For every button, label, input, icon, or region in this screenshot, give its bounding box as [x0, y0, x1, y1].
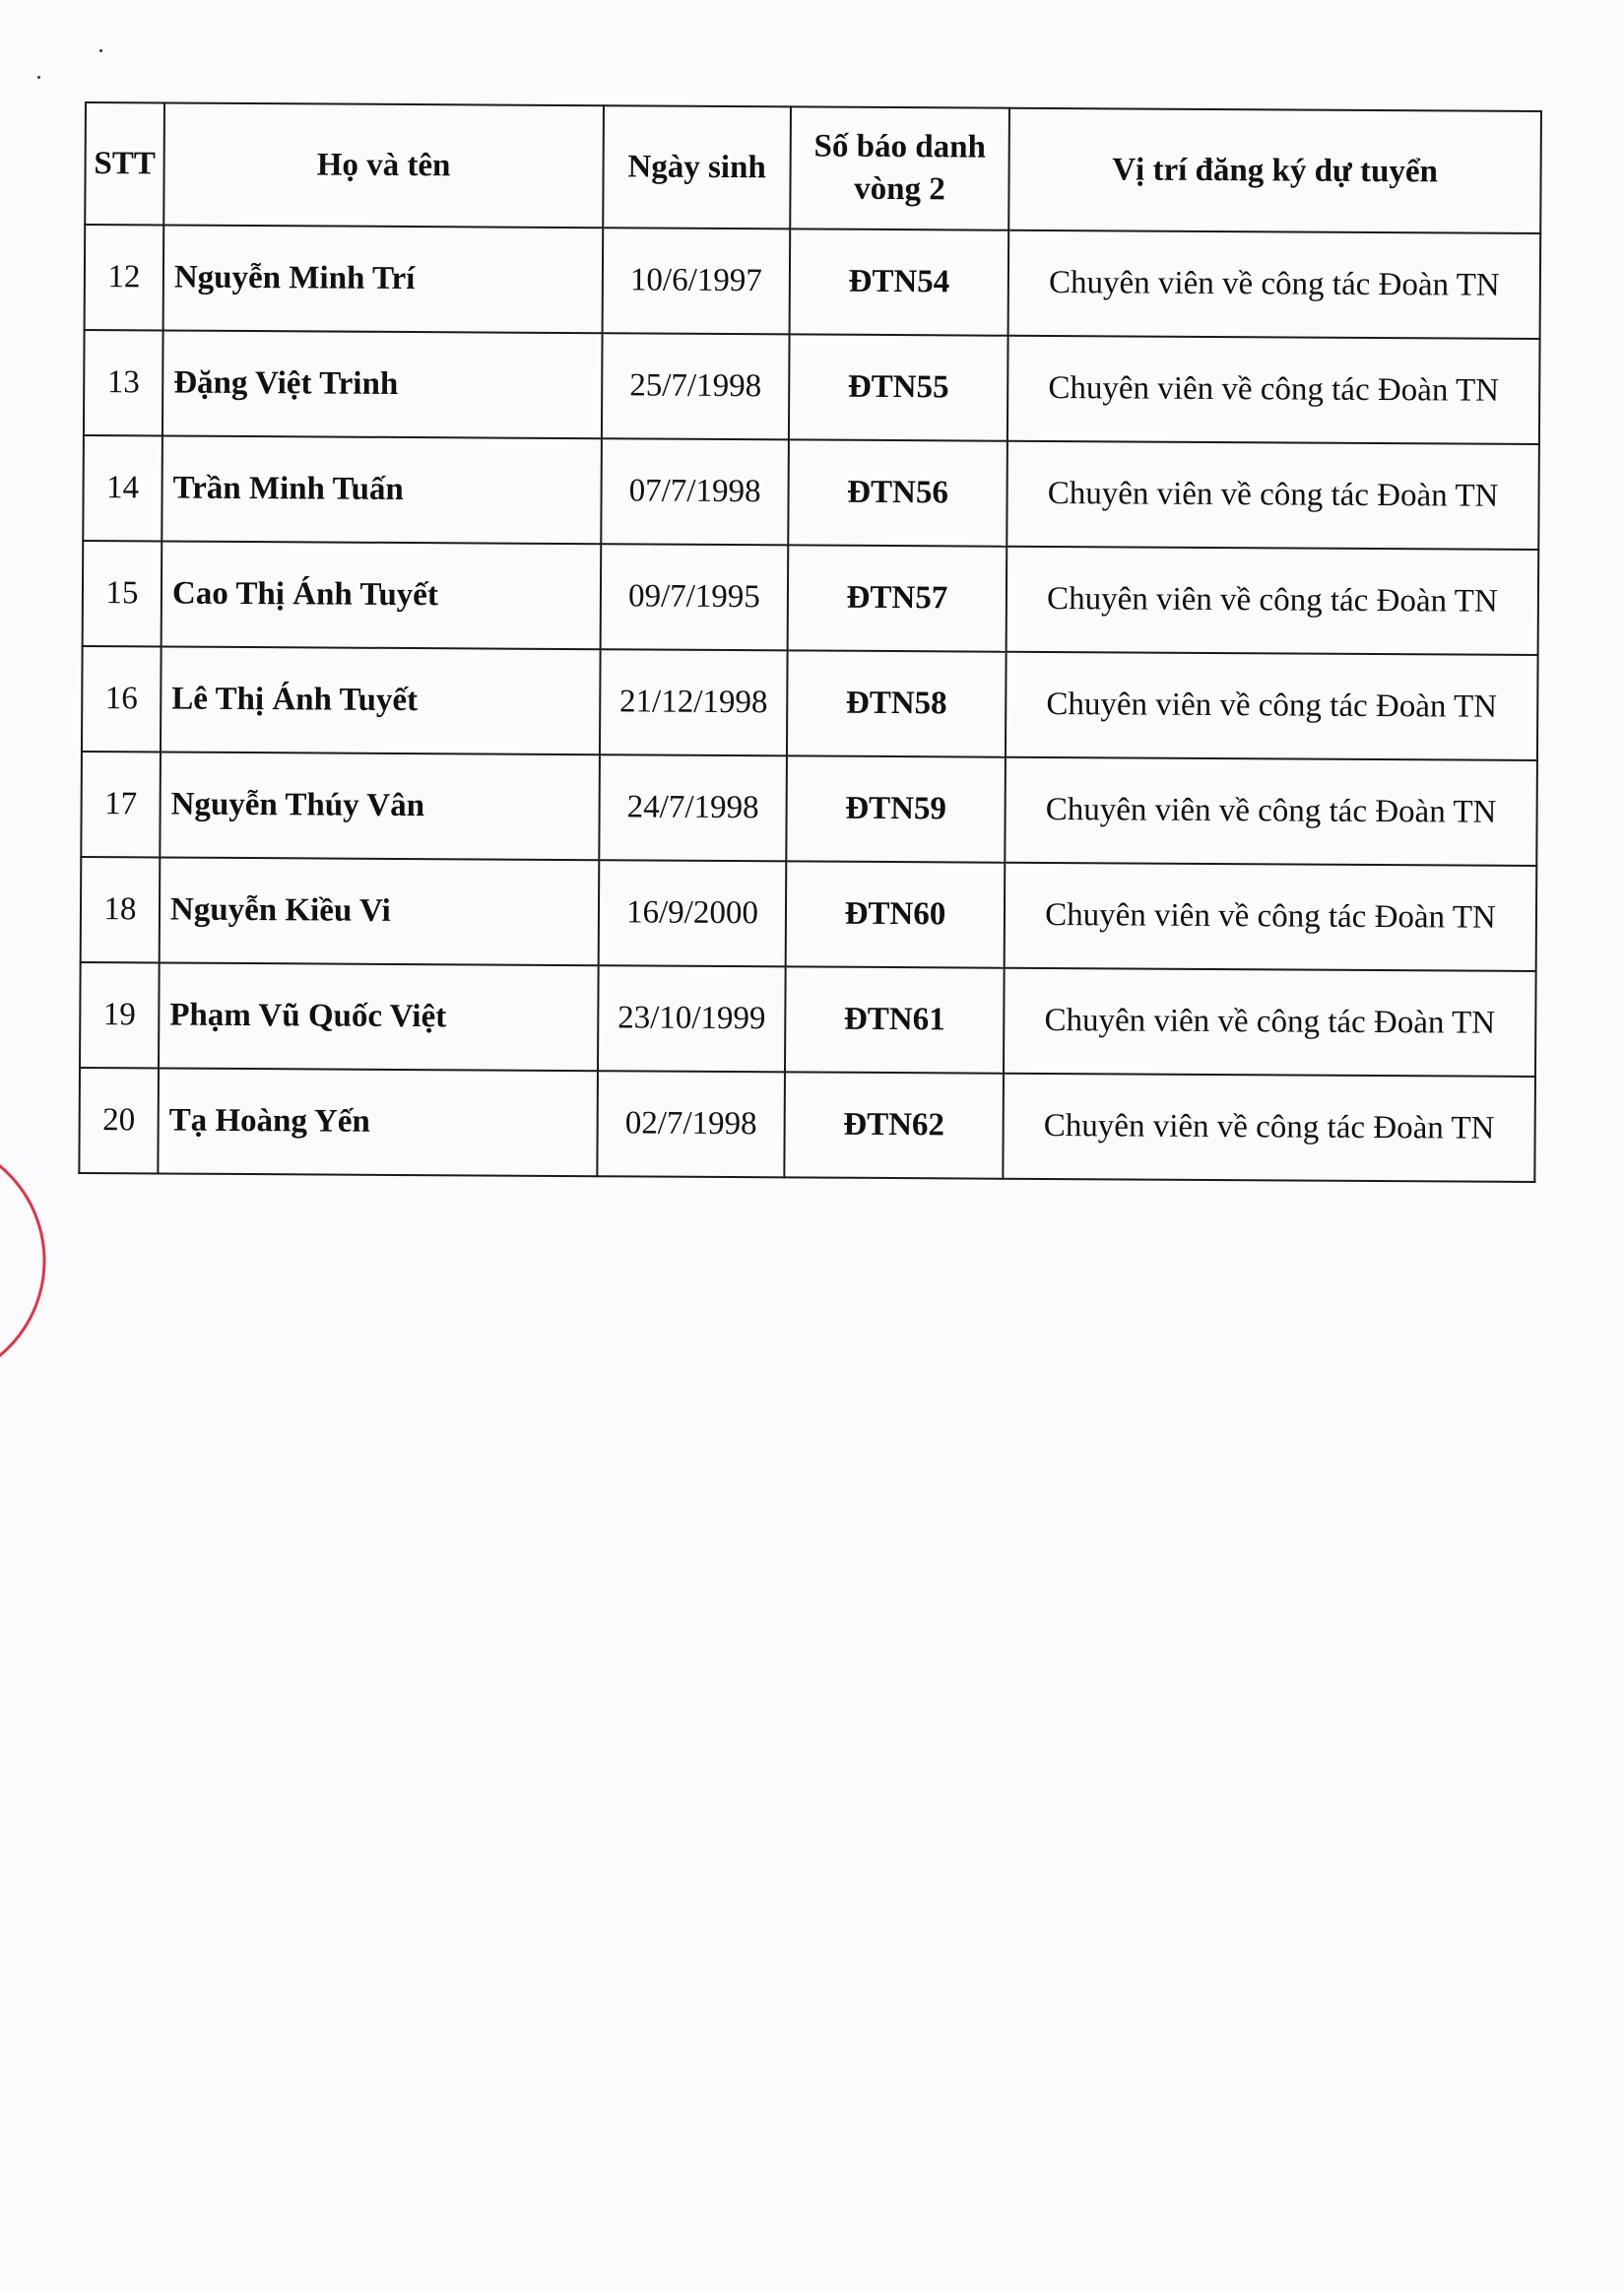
candidate-table: [78, 101, 1542, 1183]
header-dob: Ngày sinh: [603, 105, 791, 229]
table-header-row: [85, 102, 1541, 233]
header-position: Vị trí đăng ký dự tuyển: [1008, 108, 1541, 233]
cell-stt: 13: [84, 330, 163, 435]
cell-position: Chuyên viên về công tác Đoàn TN: [1005, 863, 1537, 971]
cell-stt: 14: [83, 435, 162, 541]
cell-position: Chuyên viên về công tác Đoàn TN: [1003, 1074, 1535, 1182]
table-row: [83, 541, 1539, 655]
cell-position: Chuyên viên về công tác Đoàn TN: [1004, 968, 1536, 1077]
cell-sbd: ĐTN61: [785, 966, 1005, 1073]
cell-stt: 16: [82, 646, 162, 752]
cell-name: Trần Minh Tuấn: [162, 435, 602, 544]
red-seal-stamp: [0, 1147, 79, 1374]
cell-stt: 15: [83, 541, 162, 646]
header-stt: STT: [85, 102, 164, 225]
cell-name: Nguyễn Kiều Vi: [160, 857, 600, 965]
cell-sbd: ĐTN60: [786, 861, 1006, 967]
cell-stt: 19: [80, 962, 160, 1068]
cell-name: Cao Thị Ánh Tuyết: [162, 541, 602, 649]
cell-position: Chuyên viên về công tác Đoàn TN: [1008, 230, 1541, 339]
cell-dob: 21/12/1998: [600, 649, 788, 755]
cell-dob: 24/7/1998: [599, 754, 787, 861]
table-row: [82, 646, 1538, 760]
candidate-list-sheet: [78, 101, 1540, 1183]
table-row: [81, 752, 1537, 866]
cell-dob: 10/6/1997: [603, 228, 791, 334]
cell-dob: 25/7/1998: [602, 333, 790, 439]
cell-dob: 23/10/1999: [598, 965, 786, 1072]
table-row: [83, 435, 1539, 550]
cell-dob: 09/7/1995: [601, 544, 789, 650]
scan-speck: [37, 76, 40, 79]
cell-sbd: ĐTN62: [784, 1072, 1004, 1178]
cell-position: Chuyên viên về công tác Đoàn TN: [1007, 547, 1539, 655]
cell-stt: 20: [79, 1068, 159, 1173]
cell-position: Chuyên viên về công tác Đoàn TN: [1005, 757, 1537, 866]
cell-sbd: ĐTN57: [788, 545, 1007, 651]
cell-name: Nguyễn Minh Trí: [163, 225, 604, 333]
cell-position: Chuyên viên về công tác Đoàn TN: [1007, 336, 1540, 444]
header-name: Họ và tên: [163, 102, 604, 228]
table-row: [84, 330, 1540, 444]
header-sbd: Số báo danh vòng 2: [790, 106, 1009, 229]
cell-name: Phạm Vũ Quốc Việt: [159, 962, 599, 1071]
cell-sbd: ĐTN55: [789, 334, 1008, 440]
cell-sbd: ĐTN54: [790, 229, 1009, 335]
cell-position: Chuyên viên về công tác Đoàn TN: [1007, 441, 1539, 550]
cell-stt: 12: [85, 225, 164, 330]
table-row: [79, 1068, 1535, 1182]
table-row: [81, 857, 1537, 971]
table-row: [80, 962, 1536, 1077]
cell-stt: 17: [81, 752, 161, 857]
cell-name: Đặng Việt Trinh: [162, 330, 603, 438]
cell-dob: 16/9/2000: [599, 860, 787, 966]
cell-sbd: ĐTN56: [788, 439, 1007, 546]
table-row: [85, 225, 1541, 339]
cell-name: Lê Thị Ánh Tuyết: [161, 646, 601, 754]
cell-dob: 07/7/1998: [601, 438, 789, 545]
cell-position: Chuyên viên về công tác Đoàn TN: [1006, 652, 1538, 760]
cell-stt: 18: [81, 857, 161, 962]
cell-sbd: ĐTN59: [786, 755, 1006, 862]
cell-name: Tạ Hoàng Yến: [158, 1068, 598, 1176]
scan-speck: [99, 49, 102, 52]
cell-dob: 02/7/1998: [597, 1071, 785, 1177]
cell-name: Nguyễn Thúy Vân: [160, 752, 600, 860]
cell-sbd: ĐTN58: [787, 650, 1007, 756]
